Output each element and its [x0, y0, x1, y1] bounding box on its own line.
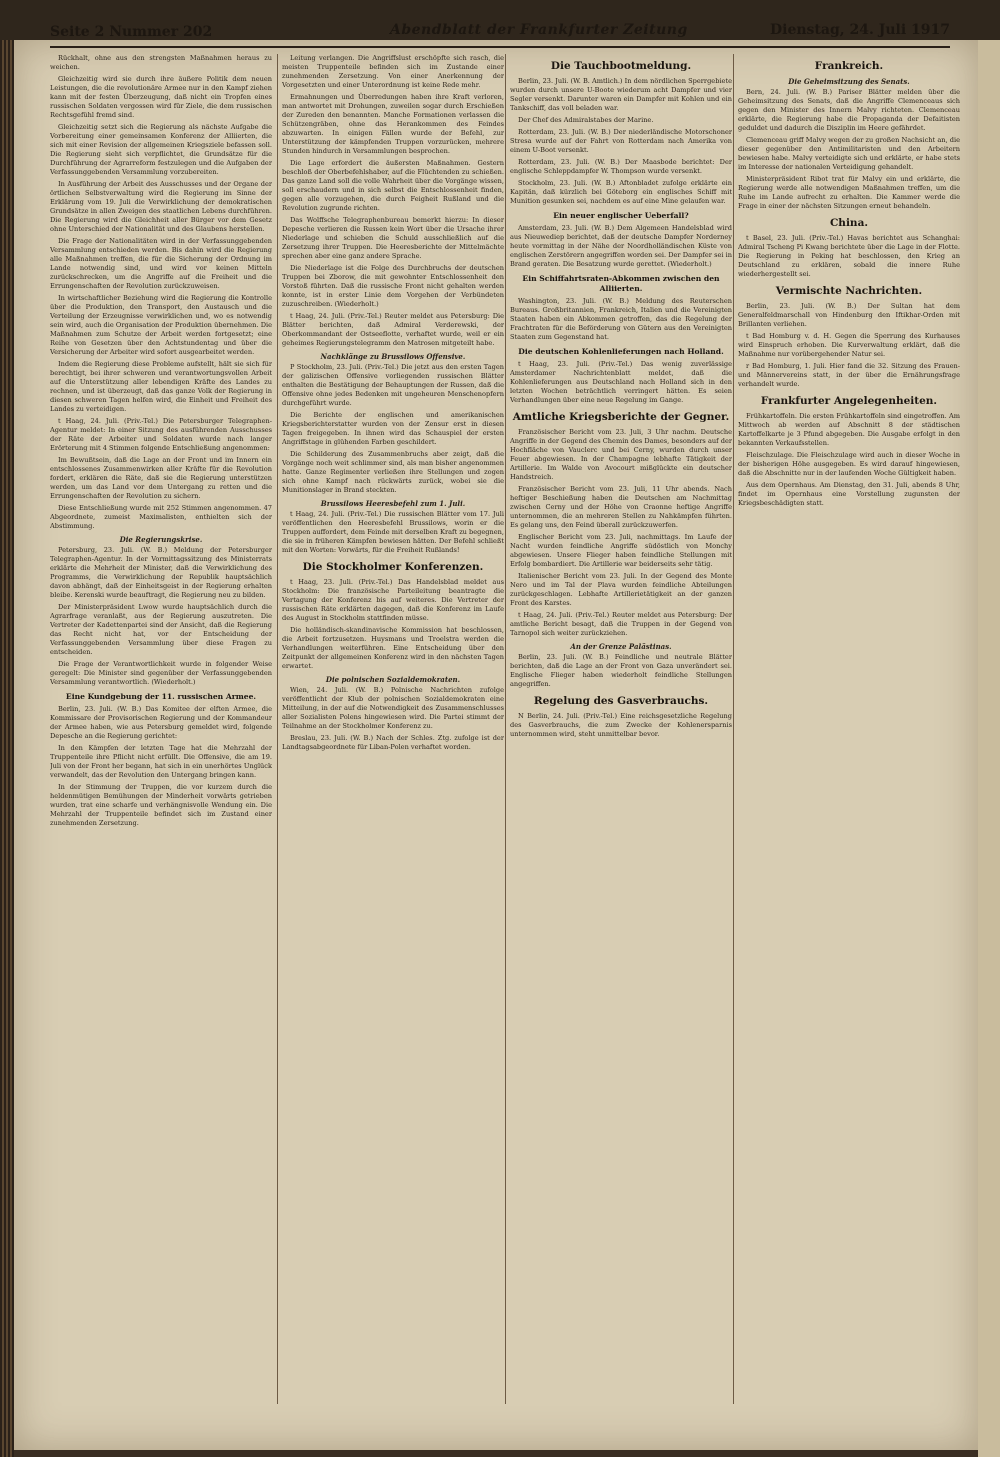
article-paragraph: Fleischzulage. Die Fleischzulage wird auch in dieser Woche in der bisherigen Höhe ausgegeben. Es wird darauf hingewiesen, daß die Abschnitte nur in der laufenden Woche Gültigkeit haben.: [738, 451, 960, 477]
article-paragraph: Die Frage der Verantwortlichkeit wurde in folgender Weise geregelt: Die Minister sind gegenüber der Verfassunggebenden Versammlung verantwortlich. (Wiederholt.): [50, 660, 272, 686]
column-1: [50, 54, 272, 1404]
article-paragraph: Ermahnungen und Überredungen haben ihre Kraft verloren, man antwortet mit Drohungen, zuweilen sogar durch Erschießen der Zureden den benannten. Manche Formationen verlassen die Schützengräben, ohne das Herankommen des Feindes abzuwarten. In einigen Fällen wurde der Befehl, zur Unterstützung der kämpfenden Truppen vorzurücken, mehrere Stunden hindurch in Versammlungen besprochen.: [282, 93, 504, 155]
article-paragraph: t Haag, 24. Juli. (Priv.-Tel.) Die Petersburger Telegraphen-Agentur meldet: In einer Sitzung des ausführenden Ausschusses der Räte der Arbeiter und Soldaten wurde nach langer Erörterung mit 4 Stimmen folgende Entschließung angenommen:: [50, 417, 272, 452]
article-paragraph: Berlin, 23. Juli. (W. B. Amtlich.) In dem nördlichen Sperrgebiete wurden durch unsere U-Boote wiederum acht Dampfer und vier Segler versenkt. Darunter waren ein Dampfer mit Kohlen und ein Tankschiff, das voll beladen war.: [510, 77, 732, 112]
article-paragraph: Die Berichte der englischen und amerikanischen Kriegsberichterstatter wurden von der Zensur erst in diesen Tagen freigegeben. In ihnen wird das Schauspiel der ersten Angriffstage in glühenden Farben geschildert.: [282, 411, 504, 446]
article-paragraph: Im Bewußtsein, daß die Lage an der Front und im Innern ein entschlossenes Zusammenwirken aller Kräfte für die Revolution fordert, erklären die Räte, daß sie die Regierung unterstützen werden, um das Land vor dem Untergang zu retten und die Errungenschaften der Revolution zu sichern.: [50, 456, 272, 500]
section-heading: Die Geheimsitzung des Senats.: [788, 77, 910, 86]
page-number: Seite 2 Nummer 202: [50, 24, 213, 40]
article-subheadline: Die deutschen Kohlenlieferungen nach Holland.: [518, 347, 724, 356]
article-paragraph: Französischer Bericht vom 23. Juli, 3 Uhr nachm. Deutsche Angriffe in der Gegend des Chemin des Dames, besonders auf der Hochfläche von Vauclerc und bei Cerny, wurden durch unser Feuer abgewiesen. In der Champagne lebhafte Tätigkeit der Artillerie. Im Walde von Avocourt mißglückte ein deutscher Handstreich.: [510, 428, 732, 481]
article-paragraph: Die Niederlage ist die Folge des Durchbruchs der deutschen Truppen bei Zborow, die mit gewohnter Entschlossenheit den Vorstoß führten. Daß die russische Front nicht gehalten werden konnte, ist in erster Linie dem Vorgehen der Verbündeten zuzuschreiben. (Wiederholt.): [282, 264, 504, 308]
article-headline: Regelung des Gasverbrauchs.: [533, 695, 709, 707]
article-subheadline: Ein neuer englischer Ueberfall?: [553, 211, 689, 220]
newspaper-title: Abendblatt der Frankfurter Zeitung: [390, 22, 688, 38]
article-paragraph: Die Schilderung des Zusammenbruchs aber zeigt, daß die Vorgänge noch weit schlimmer sind, als man bisher angenommen hatte. Ganze Regimenter verließen ihre Stellungen und zogen sich ohne Kampf nach rückwärts zurück, wobei sie die Munitionslager in Brand steckten.: [282, 450, 504, 494]
article-paragraph: t Haag, 24. Juli. (Priv.-Tel.) Reuter meldet aus Petersburg: Der amtliche Bericht besagt, daß die Truppen in der Gegend von Tarnopol sich weiter zurückziehen.: [510, 611, 732, 637]
article-paragraph: Berlin, 23. Juli. (W. B.) Feindliche und neutrale Blätter berichten, daß die Lage an der Front von Gaza unverändert sei. Englische Flieger haben wiederholt feindliche Stellungen angegriffen.: [510, 653, 732, 688]
header-rule: [50, 46, 950, 48]
article-paragraph: Gleichzeitig wird sie durch ihre äußere Politik dem neuen Leistungen, die die revolutionäre Armee nur in den Kampf ziehen kann mit der festen Überzeugung, daß nicht ein Tropfen eines russischen Soldaten vergossen wird für Ziele, die dem russischen Rechtsgefühl fremd sind.: [50, 75, 272, 119]
article-paragraph: Berlin, 23. Juli. (W. B.) Der Sultan hat dem Generalfeldmarschall von Hindenburg den Iftikhar-Orden mit Brillanten verliehen.: [738, 302, 960, 328]
article-paragraph: Indem die Regierung diese Probleme aufstellt, hält sie sich für berechtigt, bei ihrer schweren und verantwortungsvollen Arbeit auf die Unterstützung aller lebendigen Kräfte des Landes zu rechnen, und ist überzeugt, daß das ganze Volk der Regierung in diesen schweren Tagen helfen wird, die Einheit und Freiheit des Landes zu verteidigen.: [50, 360, 272, 413]
issue-date: Dienstag, 24. Juli 1917: [769, 22, 950, 38]
article-paragraph: Gleichzeitig setzt sich die Regierung als nächste Aufgabe die Vorbereitung einer gemeinsamen Konferenz der Alliierten, die sich mit einer Revision der allgemeinen Kriegsziele befassen soll. Die Regierung sieht sich verpflichtet, die Grundsätze für die Durchführung der Agrarreform festzulegen und die Aufgaben der Verfassunggebenden Versammlung vorzubereiten.: [50, 123, 272, 176]
article-paragraph: Italienischer Bericht vom 23. Juli. In der Gegend des Monte Nero und im Tal der Plava wurden feindliche Abteilungen zurückgeschlagen. Lebhafte Artillerietätigkeit an der ganzen Front des Karstes.: [510, 572, 732, 607]
article-paragraph: Die Lage erfordert die äußersten Maßnahmen. Gestern beschloß der Oberbefehlshaber, auf die Flüchtenden zu schießen. Das ganze Land soll die volle Wahrheit über die Vorgänge wissen, soll erschaudern und in sich selbst die Entschlossenheit finden, gegen alle vorzugehen, die durch Feigheit Rußland und die Revolution zugrunde richten.: [282, 159, 504, 212]
article-paragraph: In den Kämpfen der letzten Tage hat die Mehrzahl der Truppenteile ihre Pflicht nicht erfüllt. Die Offensive, die am 19. Juli von der Front her begann, hat sich in ein unerhörtes Unglück verwandelt, das der Revolution den Untergang bringen kann.: [50, 744, 272, 779]
column-4: [738, 54, 960, 1404]
column-separator: [277, 54, 278, 1404]
article-subheadline: Ein Schiffahrtsraten-Abkommen zwischen den Alliierten.: [522, 274, 720, 293]
article-paragraph: t Haag, 23. Juli. (Priv.-Tel.) Das wenig zuverlässige Amsterdamer Nachrichtenblatt meldet, daß die Kohlenlieferungen aus Deutschland nach Holland sich in den letzten Wochen beträchtlich verringert hätten. Es seien Verhandlungen über eine neue Regelung im Gange.: [510, 360, 732, 404]
article-paragraph: Englischer Bericht vom 23. Juli, nachmittags. Im Laufe der Nacht wurden feindliche Angriffe südöstlich von Monchy abgewiesen. Unsere Flieger haben feindliche Stellungen mit Erfolg bombardiert. Die Artillerie war beiderseits sehr tätig.: [510, 533, 732, 568]
column-separator: [505, 54, 506, 1404]
article-headline: Die Tauchbootmeldung.: [550, 60, 692, 72]
article-paragraph: Berlin, 23. Juli. (W. B.) Das Komitee der elften Armee, die Kommissare der Provisorischen Regierung und der Kommandeur der Armee haben, wie aus Petersburg gemeldet wird, folgende Depesche an die Regierung gerichtet:: [50, 705, 272, 740]
article-headline: Amtliche Kriegsberichte der Gegner.: [512, 411, 730, 423]
article-paragraph: In wirtschaftlicher Beziehung wird die Regierung die Kontrolle über die Produktion, den Transport, den Austausch und die Verteilung der Erzeugnisse verwirklichen und, wo es notwendig sein wird, auch die Organisation der Produktion übernehmen. Die Maßnahmen zum Schutze der Arbeit werden fortgesetzt; eine Reihe von Gesetzen über den Achtstundentag und über die Versicherung der Arbeiter wird sofort ausgearbeitet werden.: [50, 294, 272, 356]
article-paragraph: Frühkartoffeln. Die ersten Frühkartoffeln sind eingetroffen. Am Mittwoch ab werden auf Abschnitt 8 der städtischen Kartoffelkarte je 3 Pfund abgegeben. Die Ausgabe erfolgt in den bekannten Verkaufsstellen.: [738, 412, 960, 447]
article-paragraph: Die Frage der Nationalitäten wird in der Verfassunggebenden Versammlung entschieden werden. Bis dahin wird die Regierung alle Maßnahmen treffen, die für die Sicherung der Ordnung im Lande notwendig sind, und wird vor keinen Mitteln zurückschrecken, um die Angriffe auf die Freiheit und die Errungenschaften der Revolution zurückzuweisen.: [50, 237, 272, 290]
column-3: [510, 54, 732, 1404]
article-paragraph: In Ausführung der Arbeit des Ausschusses und der Organe der örtlichen Selbstverwaltung wird die Regierung im Sinne der Erklärung vom 19. Juli die Verwirklichung der demokratischen Grundsätze in allen Zweigen des staatlichen Lebens durchführen. Die Regierung wird die Gleichheit aller Bürger vor dem Gesetz ohne Unterschied der Nationalität und des Glaubens herstellen.: [50, 180, 272, 233]
article-headline: Frankreich.: [814, 60, 884, 72]
article-paragraph: Clemenceau griff Malvy wegen der zu großen Nachsicht an, die dieser gegenüber den Antimilitaristen und den Arbeitern bewiesen habe. Malvy verteidigte sich und erklärte, er habe stets im Interesse der nationalen Verteidigung gehandelt.: [738, 136, 960, 171]
article-paragraph: Rückhalt, ohne aus den strengsten Maßnahmen heraus zu weichen.: [50, 54, 272, 71]
section-heading: Die polnischen Sozialdemokraten.: [325, 675, 461, 684]
article-paragraph: r Bad Homburg, 1. Juli. Hier fand die 32. Sitzung des Frauen- und Männervereins statt, in der über die Ernährungsfrage verhandelt wurde.: [738, 362, 960, 388]
article-paragraph: Die holländisch-skandinavische Kommission hat beschlossen, die Arbeit fortzusetzen. Huysmans und Troelstra werden die Verhandlungen weiterführen. Eine Entscheidung über den Zeitpunkt der allgemeinen Konferenz wird in den nächsten Tagen erwartet.: [282, 626, 504, 670]
article-paragraph: Rotterdam, 23. Juli. (W. B.) Der niederländische Motorschoner Stresa wurde auf der Fahrt von Rotterdam nach Amerika von einem U-Boot versenkt.: [510, 128, 732, 154]
article-paragraph: Washington, 23. Juli. (W. B.) Meldung des Reuterschen Bureaus. Großbritannien, Frankreich, Italien und die Vereinigten Staaten haben ein Abkommen getroffen, das die Regelung der Frachtraten für die Beförderung von Gütern aus den Vereinigten Staaten zum Gegenstand hat.: [510, 297, 732, 341]
article-paragraph: t Bad Homburg v. d. H. Gegen die Sperrung des Kurhauses wird Einspruch erhoben. Die Kurverwaltung erklärt, daß die Maßnahme nur vorübergehender Natur sei.: [738, 332, 960, 358]
next-page-edge: [978, 40, 1000, 1457]
article-paragraph: Aus dem Opernhaus. Am Dienstag, den 31. Juli, abends 8 Uhr, findet im Opernhaus eine Vorstellung zugunsten der Kriegsbeschädigten statt.: [738, 481, 960, 507]
book-spine: [0, 0, 14, 1457]
article-paragraph: Ministerpräsident Ribot trat für Malvy ein und erklärte, die Regierung werde alle notwendigen Maßnahmen treffen, um die Ruhe im Lande aufrecht zu erhalten. Die Kammer werde die Frage in einer der nächsten Sitzungen erneut behandeln.: [738, 175, 960, 210]
article-paragraph: Das Wolffsche Telegraphenbureau bemerkt hierzu: In dieser Depesche verlieren die Russen kein Wort über die Ursache ihrer Niederlage und schieben die Schuld ausschließlich auf die Zersetzung ihrer Truppen. Die Heeresberichte der Mittelmächte sprechen aber eine ganz andere Sprache.: [282, 216, 504, 260]
article-paragraph: Der Ministerpräsident Lwow wurde hauptsächlich durch die Agrarfrage veranlaßt, aus der Regierung auszutreten. Die Vertreter der Kadettenpartei sind der Ansicht, daß die Regierung das Recht nicht hat, vor der Entscheidung der Verfassunggebenden Versammlung über diese Fragen zu entscheiden.: [50, 603, 272, 656]
article-headline: China.: [829, 217, 869, 229]
article-paragraph: Der Chef des Admiralstabes der Marine.: [518, 116, 654, 124]
section-heading: Nachklänge zu Brussilows Offensive.: [320, 352, 466, 361]
column-2: [282, 54, 504, 1404]
article-paragraph: Petersburg, 23. Juli. (W. B.) Meldung der Petersburger Telegraphen-Agentur. In der Vormittagssitzung des Ministerrats erklärte die Mehrheit der Minister, daß die Verwirklichung des Programms, die Verwirklichung der Republik hauptsächlich davon abhängt, daß der Einheitsgeist in der Regierung erhalten bleibe. Kerenski wurde beauftragt, die Regierung neu zu bilden.: [50, 546, 272, 599]
column-separator: [733, 54, 734, 1404]
article-paragraph: t Haag, 24. Juli. (Priv.-Tel.) Die russischen Blätter vom 17. Juli veröffentlichen den Heeresbefehl Brussilows, worin er die Truppen auffordert, dem Feinde mit derselben Kraft zu begegnen, die sie in früheren Kämpfen bewiesen hätten. Der Befehl schließt mit den Worten: Vorwärts, für die Freiheit Rußlands!: [282, 510, 504, 554]
article-paragraph: Französischer Bericht vom 23. Juli, 11 Uhr abends. Nach heftiger Beschießung haben die Deutschen am Nachmittag zwischen Cerny und der Höhe von Craonne heftige Angriffe unternommen, die an mehreren Stellen zu Nahkämpfen führten. Es gelang uns, den Feind überall zurückzuwerfen.: [510, 485, 732, 529]
article-subheadline: Eine Kundgebung der 11. russischen Armee.: [65, 692, 257, 701]
article-paragraph: t Haag, 23. Juli. (Priv.-Tel.) Das Handelsblad meldet aus Stockholm: Die französische Parteileitung beantragte die Vertagung der Konferenz bis auf weiteres. Die Vertreter der russischen Räte erklärten dagegen, daß die Konferenz im Laufe des August in Stockholm stattfinden müsse.: [282, 578, 504, 622]
section-heading: Die Regierungskrise.: [119, 535, 203, 544]
article-paragraph: Bern, 24. Juli. (W. B.) Pariser Blätter melden über die Geheimsitzung des Senats, daß die Angriffe Clemenceaus sich gegen den Minister des Innern Malvy richteten. Clemenceau erklärte, die Regierung habe die Propaganda der Defaitisten geduldet und dadurch die Disziplin im Heere gefährdet.: [738, 88, 960, 132]
article-paragraph: In der Stimmung der Truppen, die vor kurzem durch die heldenmütigen Bemühungen der Minderheit vorwärts getrieben wurden, trat eine scharfe und verhängnisvolle Wendung ein. Die Mehrzahl der Truppenteile befindet sich im Zustand einer zunehmenden Zersetzung.: [50, 783, 272, 827]
article-paragraph: t Haag, 24. Juli. (Priv.-Tel.) Reuter meldet aus Petersburg: Die Blätter berichten, daß Admiral Verderewski, der Oberkommandant der Ostseeflotte, verhaftet wurde, weil er ein geheimes Regierungstelegramm den Matrosen mitgeteilt habe.: [282, 312, 504, 347]
article-paragraph: Diese Entschließung wurde mit 252 Stimmen angenommen. 47 Abgeordnete, zumeist Maximalisten, enthielten sich der Abstimmung.: [50, 504, 272, 530]
article-paragraph: Breslau, 23. Juli. (W. B.) Nach der Schles. Ztg. zufolge ist der Landtagsabgeordnete für Liban-Polen verhaftet worden.: [282, 734, 504, 751]
article-paragraph: Wien, 24. Juli. (W. B.) Polnische Nachrichten zufolge veröffentlicht der Klub der polnischen Sozialdemokraten eine Mitteilung, in der auf die Notwendigkeit des Zusammenschlusses aller Sozialisten Polens hingewiesen wird. Die Partei stimmt der Teilnahme an der Stockholmer Konferenz zu.: [282, 686, 504, 730]
article-paragraph: N Berlin, 24. Juli. (Priv.-Tel.) Eine reichsgesetzliche Regelung des Gasverbrauchs, die zum Zwecke der Kohlenersparnis unternommen wird, steht unmittelbar bevor.: [510, 712, 732, 738]
article-paragraph: t Basel, 23. Juli. (Priv.-Tel.) Havas berichtet aus Schanghai: Admiral Tscheng Pi Kwang berichtete über die Lage in der Flotte. Die Regierung in Peking hat beschlossen, den Krieg an Deutschland zu erklären, sobald die innere Ruhe wiederhergestellt sei.: [738, 234, 960, 278]
article-paragraph: Stockholm, 23. Juli. (W. B.) Aftonbladet zufolge erklärte ein Kapitän, daß kürzlich bei Göteborg ein englisches Schiff mit Munition gesunken sei, nachdem es auf eine Mine gelaufen war.: [510, 179, 732, 205]
article-headline: Frankfurter Angelegenheiten.: [760, 395, 938, 407]
article-paragraph: Amsterdam, 23. Juli. (W. B.) Dem Algemeen Handelsblad wird aus Nieuwediep berichtet, daß der deutsche Dampfer Norderney heute vormittag in der Nähe der Noordholländischen Küste von englischen Zerstörern angegriffen worden sei. Der Dampfer sei in Brand geraten. Die Besatzung wurde gerettet. (Wiederholt.): [510, 224, 732, 268]
article-paragraph: P Stockholm, 23. Juli. (Priv.-Tel.) Die jetzt aus den ersten Tagen der galizischen Offensive vorliegenden russischen Blätter enthalten die Bestätigung der Behauptungen der Russen, daß die Offensive ohne jedes Bedenken mit ungeheuren Menschenopfern durchgeführt wurde.: [282, 363, 504, 407]
section-heading: Brussilows Heeresbefehl zum 1. Juli.: [320, 499, 466, 508]
article-paragraph: Rotterdam, 23. Juli. (W. B.) Der Maasbode berichtet: Der englische Schleppdampfer W. Thompson wurde versenkt.: [510, 158, 732, 175]
article-headline: Vermischte Nachrichten.: [775, 285, 923, 297]
page-header: [50, 20, 950, 42]
article-paragraph: Leitung verlangen. Die Angriffslust erschöpfte sich rasch, die meisten Truppenteile befinden sich im Zustande einer zunehmenden Zersetzung. Von einer Anerkennung der Vorgesetzten und einer Unterordnung ist keine Rede mehr.: [282, 54, 504, 89]
article-headline: Die Stockholmer Konferenzen.: [302, 561, 484, 573]
section-heading: An der Grenze Palästinas.: [570, 642, 672, 651]
